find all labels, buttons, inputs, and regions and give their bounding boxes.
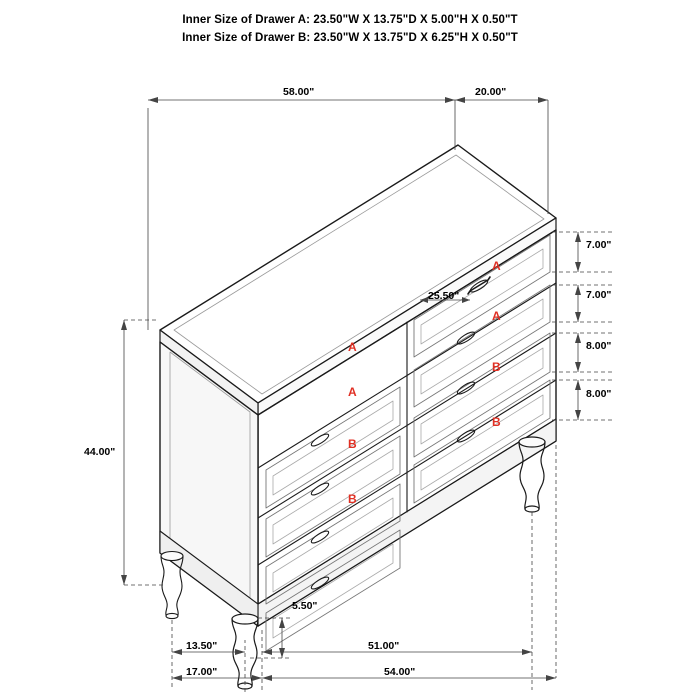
- drawer-label-right-1: A: [492, 259, 501, 273]
- drawer-a-spec-text: Inner Size of Drawer A: 23.50"W X 13.75"D X 5.00"H X 0.50"T: [182, 14, 518, 26]
- drawer-label-left-4: B: [348, 492, 357, 506]
- dim-bottom-total: 54.00": [384, 666, 416, 678]
- drawer-label-left-2: A: [348, 385, 357, 399]
- dim-bottom-left-2: 17.00": [186, 666, 218, 678]
- dim-leg-height: 5.50": [292, 600, 318, 612]
- dim-drawer-width: 25.50": [428, 290, 460, 302]
- drawer-label-left-3: B: [348, 437, 357, 451]
- dim-right-2: 7.00": [586, 289, 612, 301]
- drawer-label-right-2: A: [492, 309, 501, 323]
- dim-bottom-left: 13.50": [186, 640, 218, 652]
- dim-top-width: 58.00": [283, 86, 315, 98]
- dim-bottom-inner: 51.00": [368, 640, 400, 652]
- dim-right-1: 7.00": [586, 239, 612, 251]
- dim-right-3: 8.00": [586, 340, 612, 352]
- drawer-label-right-4: B: [492, 415, 501, 429]
- drawer-label-right-3: B: [492, 360, 501, 374]
- dim-overall-height: 44.00": [84, 446, 116, 458]
- drawer-b-spec-text: Inner Size of Drawer B: 23.50"W X 13.75"D X 6.25"H X 0.50"T: [182, 32, 518, 44]
- dim-right-4: 8.00": [586, 388, 612, 400]
- dim-top-depth: 20.00": [475, 86, 507, 98]
- drawer-label-left-1: A: [348, 340, 357, 354]
